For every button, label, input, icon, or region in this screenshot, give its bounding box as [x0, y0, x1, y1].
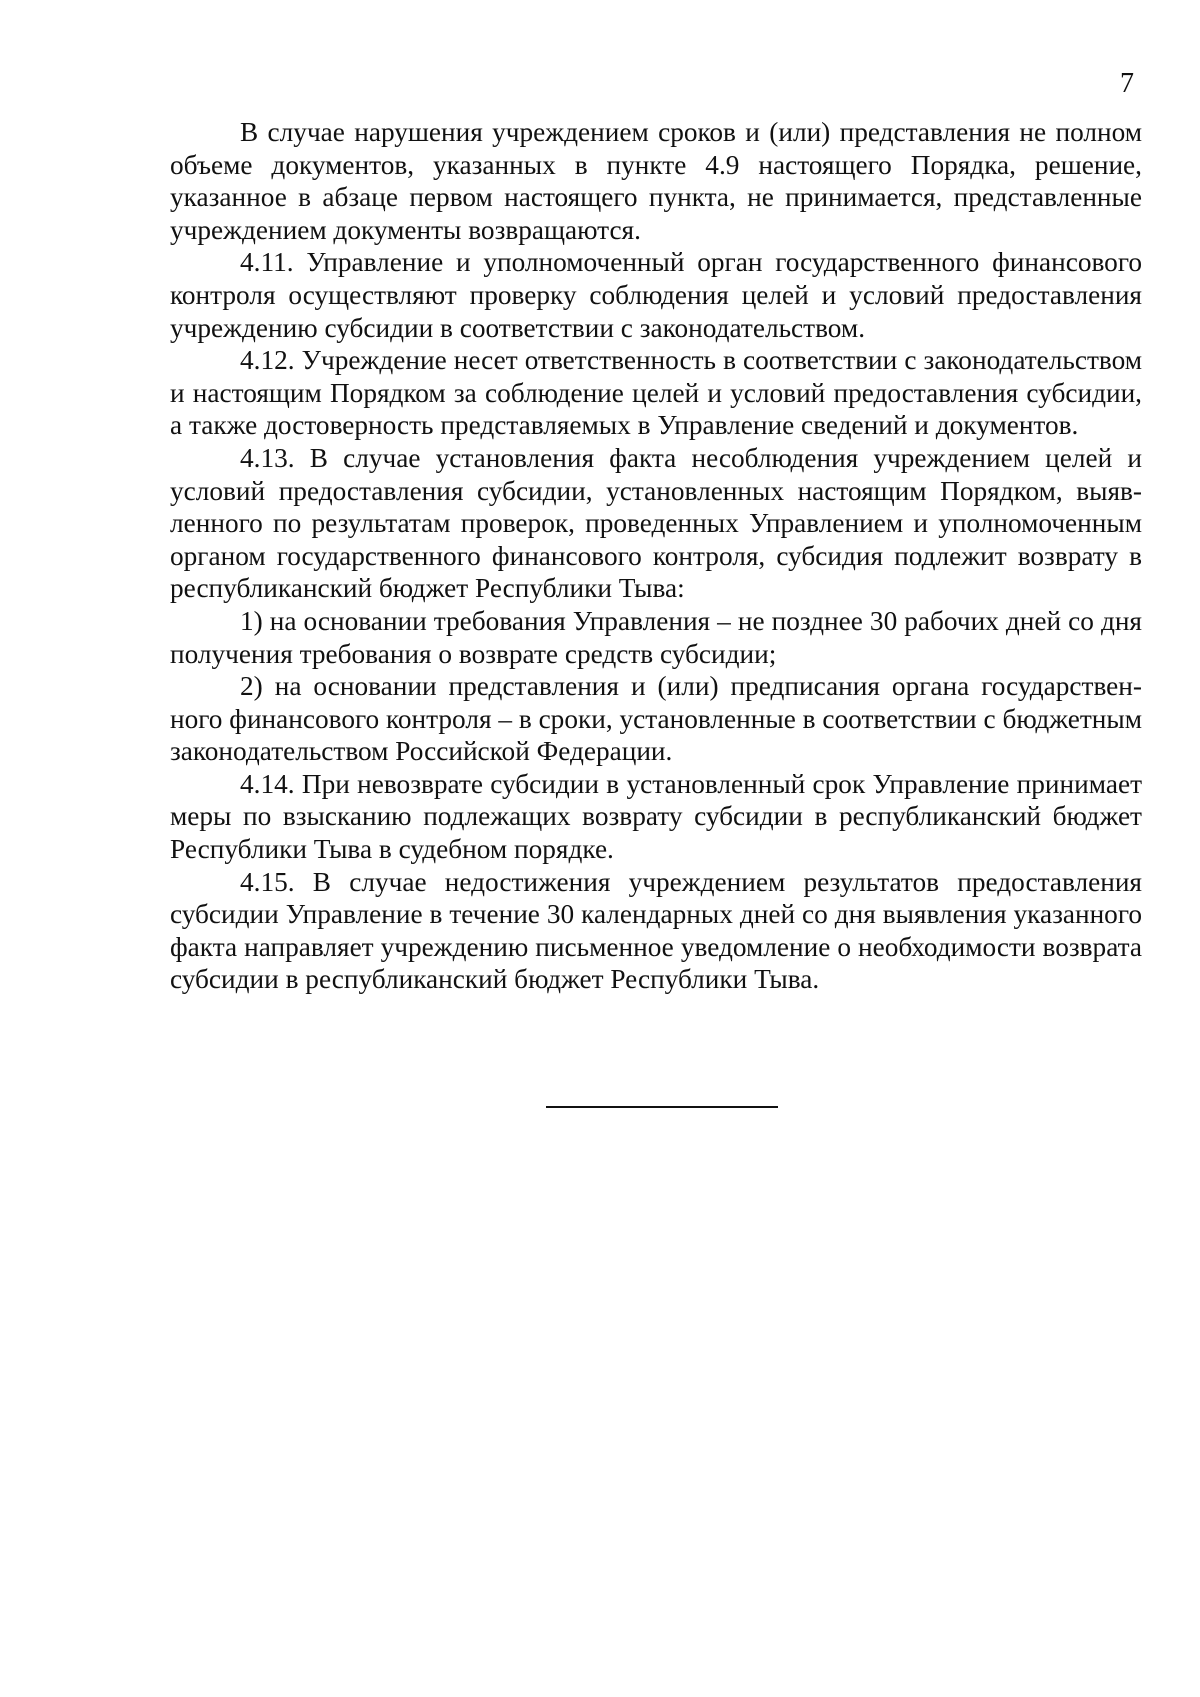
list-item-1: 1) на основании требования Управления – не позднее 30 рабочих дней со дня получения требования о возврате средств субсидии; — [170, 605, 1142, 669]
document-body — [170, 116, 1142, 996]
paragraph-4-12: 4.12. Учреждение несет ответственность в соответствии с законодательством и настоящим Порядком за соблюдение целей и условий предоставления субсидии, а также достоверность представляемых в Управление сведений и документов. — [170, 345, 1142, 441]
paragraph-4-14: 4.14. При невозврате субсидии в установленный срок Управление принимает меры по взысканию подлежащих возврату субсидии в республиканский бюджет Республики Тыва в судебном порядке. — [170, 768, 1142, 865]
end-separator-line — [546, 1106, 778, 1108]
paragraph-return-of-documents: В случае нарушения учреждением сроков и (или) представления не полном объеме документов, указанных в пункте 4.9 настоящего Порядка, решение, указанное в абзаце первом настоящего пункта, не принимается, представленные учреждением документы возвращаются. — [170, 117, 1142, 245]
page-number: 7 — [1120, 68, 1134, 99]
list-item-2: 2) на основании представления и (или) предписания органа государственного финансового контроля – в сроки, установленные в соответствии с бюджетным законодательством Российской Федерации. — [170, 671, 1142, 767]
paragraph-4-11: 4.11. Управление и уполномоченный орган государственного финансового контроля осуществляют проверку соблюдения целей и условий предоставления учреждению субсидии в соответствии с законодательством. — [170, 247, 1142, 343]
paragraph-4-15: 4.15. В случае недостижения учреждением результатов предоставления субсидии Управление в течение 30 календарных дней со дня выявления указанного факта направляет учреждению письменное уведомление о необходимости возврата субсидии в республиканский бюджет Республики Тыва. — [170, 866, 1142, 995]
paragraph-4-13: 4.13. В случае установления факта несоблюдения учреждением целей и условий предоставления субсидии, установленных настоящим Порядком, выявленного по результатам проверок, проведенных Управлением и уполномоченным органом государственного финансового контроля, субсидия подлежит возврату в республиканский бюджет Республики Тыва: — [170, 442, 1142, 604]
